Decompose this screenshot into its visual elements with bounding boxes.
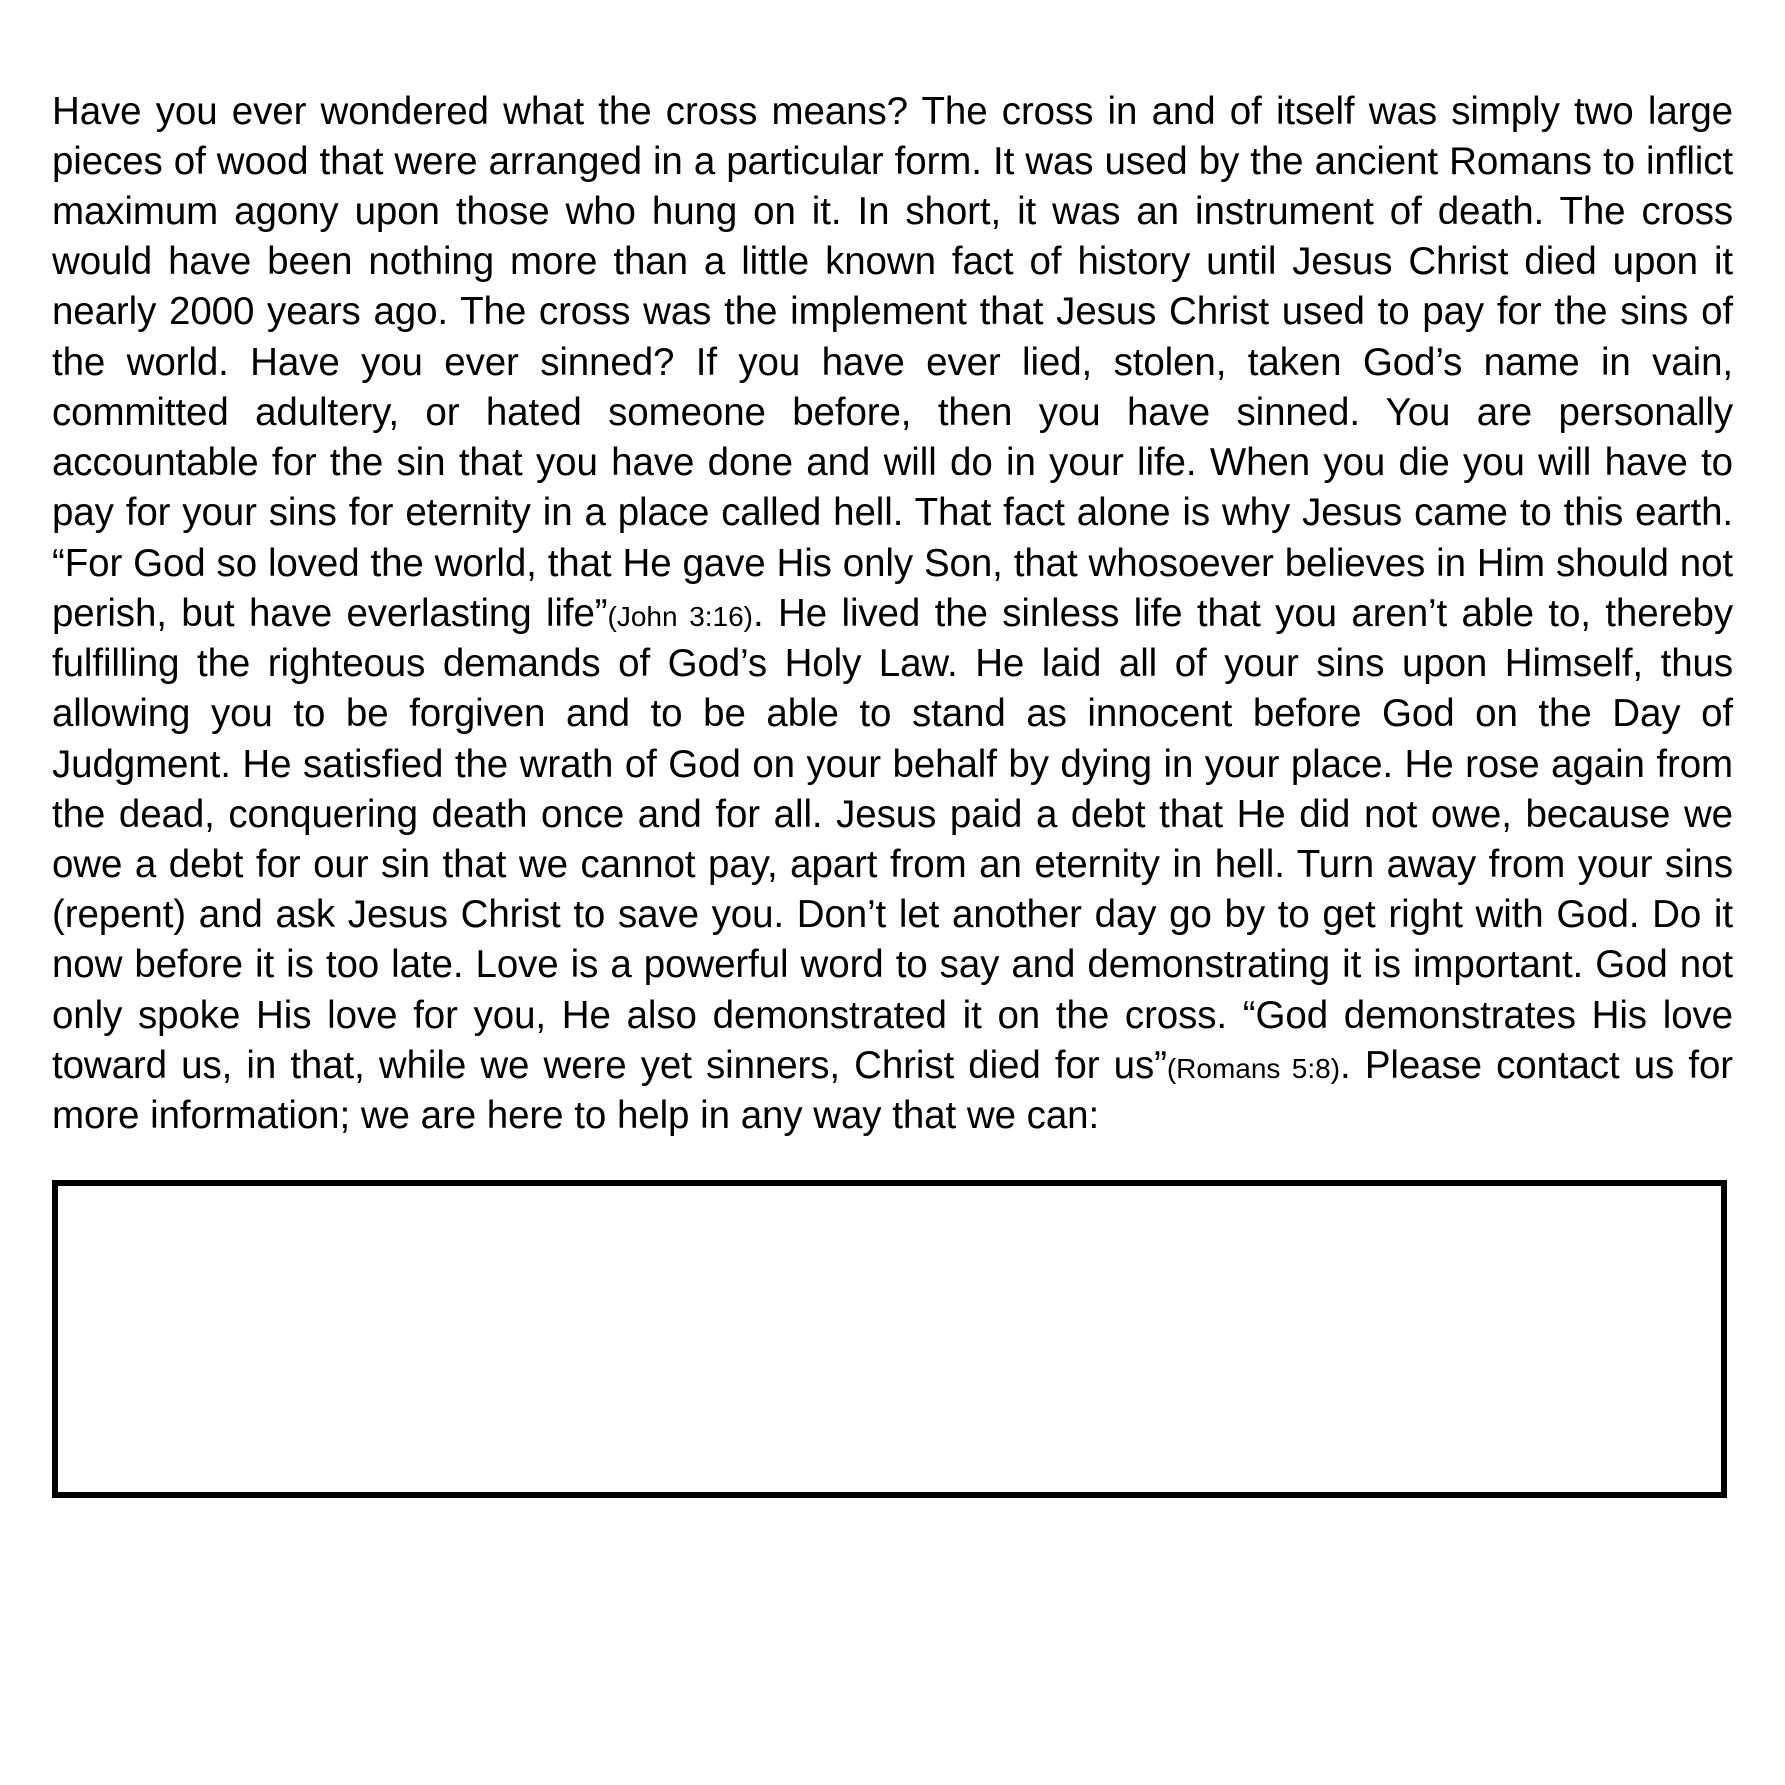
contact-info-box[interactable] bbox=[52, 1180, 1727, 1498]
scripture-reference-john: (John 3:16) bbox=[607, 600, 754, 632]
body-paragraph-part-1: Have you ever wondered what the cross means? The cross in and of itself was simply two large pieces of wood that were arranged in a particular form. It was used by the ancient Romans to inflict maximum agony upon those who hung on it. In short, it was an instrument of death. The cross would have been nothing more than a little known fact of history until Jesus Christ died upon it nearly 2000 years ago. The cross was the implement that Jesus Christ used to pay for the sins of the world. Have you ever sinned? If you have ever lied, stolen, taken God’s name in vain, committed adultery, or hated someone before, then you have sinned. You are personally accountable for the sin that you have done and will do in your life. When you die you will have to pay for your sins for eternity in a place called hell. That fact alone is why Jesus came to this earth. “For God so loved the world, that He gave His only Son, that whosoever believes in Him should not perish, but have everlasting life” bbox=[52, 89, 1733, 635]
body-paragraph-part-3: . Please contact us for more information; we are here to help in any way that we can: bbox=[52, 1043, 1733, 1138]
contact-info-text[interactable] bbox=[58, 1186, 1721, 1492]
tract-body-text bbox=[52, 87, 1733, 1142]
body-paragraph-part-2: . He lived the sinless life that you aren’t able to, thereby fulfilling the righteous demands of God’s Holy Law. He laid all of your sins upon Himself, thus allowing you to be forgiven and to be able to stand as innocent before God on the Day of Judgment. He satisfied the wrath of God on your behalf by dying in your place. He rose again from the dead, conquering death once and for all. Jesus paid a debt that He did not owe, because we owe a debt for our sin that we cannot pay, apart from an eternity in hell. Turn away from your sins (repent) and ask Jesus Christ to save you. Don’t let another day go by to get right with God. Do it now before it is too late. Love is a powerful word to say and demonstrating it is important. God not only spoke His love for you, He also demonstrated it on the cross. “God demonstrates His love toward us, in that, while we were yet sinners, Christ died for us” bbox=[52, 591, 1734, 1087]
scripture-reference-romans: (Romans 5:8) bbox=[1166, 1052, 1341, 1084]
